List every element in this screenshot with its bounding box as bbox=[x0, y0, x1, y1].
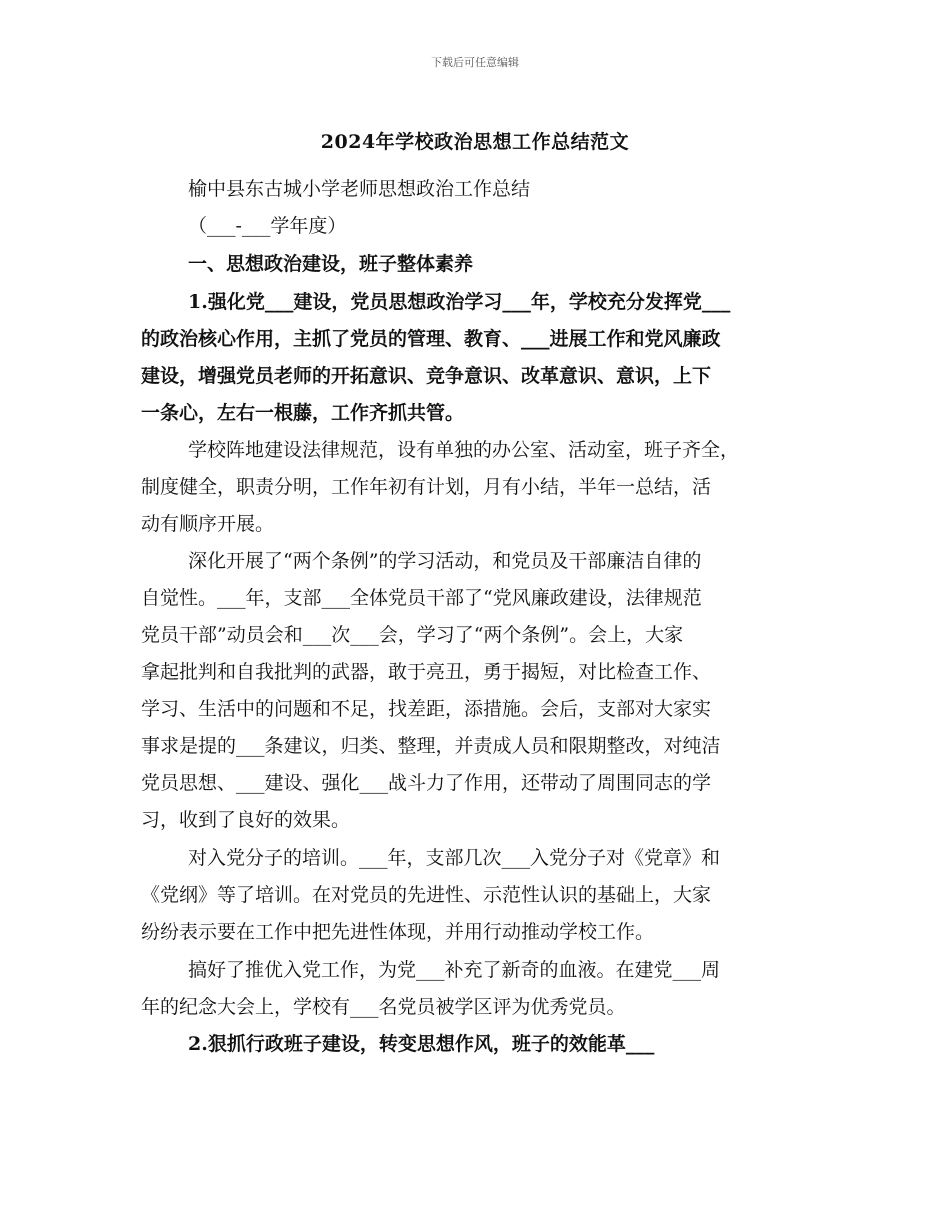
paragraph-line: 建设，增强党员老师的开拓意识、竞争意识、改革意识、意识，上下 bbox=[141, 365, 712, 387]
paragraph-line: 党员思想、___建设、强化___战斗力了作用，还带动了周围同志的学 bbox=[141, 772, 712, 794]
page-header: 下载后可任意编辑 bbox=[431, 56, 519, 69]
paragraph-line: 1.强化党___建设，党员思想政治学习___年，学校充分发挥党___ bbox=[188, 291, 731, 313]
section-heading-2: 2.狠抓行政班子建设，转变思想作风，班子的效能革___ bbox=[188, 1033, 655, 1055]
paragraph-line: 学习、生活中的问题和不足，找差距，添措施。会后，支部对大家实 bbox=[141, 698, 712, 720]
section-heading-1: 一、思想政治建设，班子整体素养 bbox=[188, 253, 474, 275]
paragraph-line: 习，收到了良好的效果。 bbox=[141, 809, 351, 831]
subtitle: 榆中县东古城小学老师思想政治工作总结 bbox=[188, 178, 531, 200]
paragraph-line: 对入党分子的培训。___年，支部几次___入党分子对《党章》和 bbox=[188, 847, 721, 869]
paragraph-line: 动有顺序开展。 bbox=[141, 513, 275, 535]
paragraph-line: 深化开展了“两个条例”的学习活动，和党员及干部廉洁自律的 bbox=[188, 550, 702, 572]
paragraph-line: 年的纪念大会上，学校有___名党员被学区评为优秀党员。 bbox=[141, 996, 626, 1018]
paragraph-line: 搞好了推优入党工作，为党___补充了新奇的血液。在建党___周 bbox=[188, 959, 721, 981]
paragraph-line: 拿起批判和自我批判的武器，敢于亮丑，勇于揭短，对比检查工作、 bbox=[141, 661, 712, 683]
paragraph-line: 自觉性。___年，支部___全体党员干部了“党风廉政建设，法律规范 bbox=[141, 587, 702, 609]
paragraph-line: 制度健全，职责分明，工作年初有计划，月有小结，半年一总结，活 bbox=[141, 476, 712, 498]
paragraph-line: 《党纲》等了培训。在对党员的先进性、示范性认识的基础上，大家 bbox=[141, 884, 712, 906]
paragraph-line: 党员干部”动员会和___次___会，学习了“两个条例”。会上，大家 bbox=[141, 624, 684, 646]
paragraph-line: 学校阵地建设法律规范，设有单独的办公室、活动室，班子齐全， bbox=[188, 439, 740, 461]
document-title: 2024年学校政治思想工作总结范文 bbox=[320, 131, 630, 153]
paragraph-line: 纷纷表示要在工作中把先进性体现，并用行动推动学校工作。 bbox=[141, 921, 655, 943]
paragraph-line: 一条心，左右一根藤，工作齐抓共管。 bbox=[141, 402, 465, 424]
paragraph-line: 的政治核心作用，主抓了党员的管理、教育、___进展工作和党风廉政 bbox=[141, 328, 721, 350]
paragraph-line: 事求是提的___条建议，归类、整理，并责成人员和限期整改，对纯洁 bbox=[141, 735, 721, 757]
school-year: （___-___学年度） bbox=[188, 215, 347, 237]
